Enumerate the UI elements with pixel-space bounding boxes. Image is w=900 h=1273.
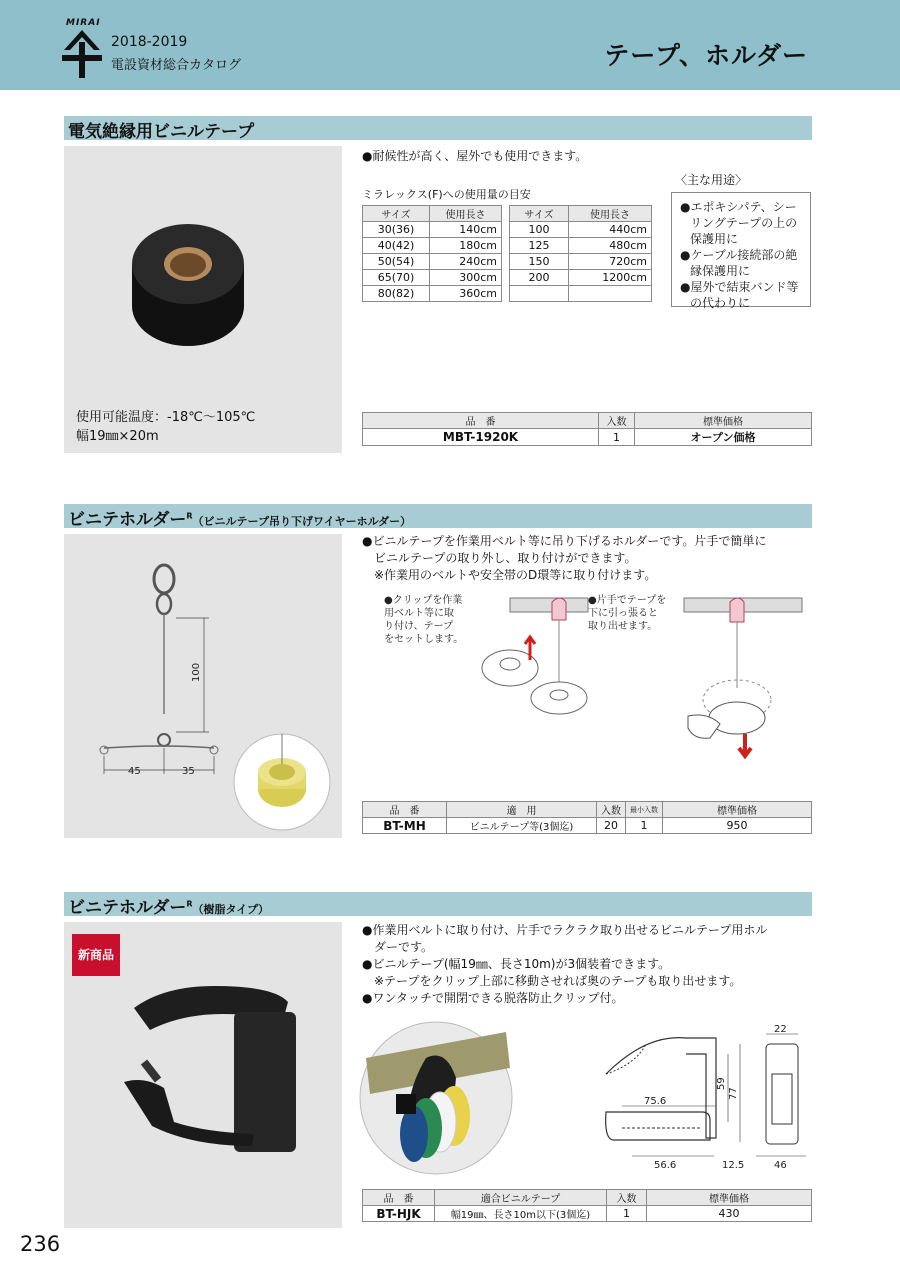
cell: 50(54) xyxy=(363,254,430,270)
spec-size: 幅19㎜×20m xyxy=(76,429,159,444)
table-row xyxy=(363,286,502,302)
usage-list xyxy=(671,192,811,310)
table-row xyxy=(510,286,652,302)
dim-height-1: 59 xyxy=(716,1077,727,1090)
section-title-bar xyxy=(64,892,812,916)
quantity: 1 xyxy=(607,1206,647,1222)
feature-bullet: ※作業用のベルトや安全帯のD環等に取り付けます。 xyxy=(362,568,657,582)
usage-item: ●屋外で結束バンド等の代わりに xyxy=(680,280,799,310)
section-subtitle: （ビニルテープ吊り下げワイヤーホルダー） xyxy=(192,515,412,528)
table-row xyxy=(363,254,502,270)
usage-note-clip xyxy=(384,594,463,646)
col-application: 適 用 xyxy=(447,802,597,818)
new-product-badge: 新商品 xyxy=(72,934,120,976)
cell: 360cm xyxy=(429,286,501,302)
table-row xyxy=(363,429,812,446)
col-product-no: 品 番 xyxy=(363,802,447,818)
feature-bullet: ※テープをクリップ上部に移動させれば奥のテープも取り出せます。 xyxy=(362,974,742,988)
col-compatible-tape: 適合ビニルテープ xyxy=(435,1190,607,1206)
tape-photo xyxy=(64,146,342,453)
page-title: テープ、ホルダー xyxy=(604,41,808,70)
mirai-logo-icon xyxy=(60,28,104,80)
product-number: MBT-1920K xyxy=(363,429,599,446)
section-subtitle: （樹脂タイプ） xyxy=(192,903,270,916)
table-row xyxy=(510,222,652,238)
product-number: BT-MH xyxy=(363,818,447,834)
cell: 65(70) xyxy=(363,270,430,286)
feature-bullet: ●ビニルテープ(幅19㎜、長さ10m)が3個装着できます。 xyxy=(362,957,671,971)
product-number: BT-HJK xyxy=(363,1206,435,1222)
col-product-no: 品 番 xyxy=(363,1190,435,1206)
page-header xyxy=(0,0,900,90)
table-row xyxy=(510,254,652,270)
feature-bullet: ビニルテープの取り外し、取り付けができます。 xyxy=(362,551,637,565)
feature-bullet: ●ビニルテープを作業用ベルト等に吊り下げるホルダーです。片手で簡単に xyxy=(362,534,767,548)
dim-width-2: 56.6 xyxy=(654,1160,677,1171)
usage-illustration-attach xyxy=(470,588,590,728)
cell: 440cm xyxy=(568,222,651,238)
col-length: 使用長さ xyxy=(568,206,651,222)
min-quantity: 1 xyxy=(626,818,663,834)
col-quantity: 入数 xyxy=(599,413,635,429)
spec-temperature: 使用可能温度：-18℃～105℃ xyxy=(76,410,256,425)
col-size: サイズ xyxy=(510,206,569,222)
section-title-bar xyxy=(64,504,812,528)
usage-illustration-pull xyxy=(680,588,806,768)
note-line: ●片手でテープを xyxy=(588,595,667,606)
dim-width-1: 75.6 xyxy=(644,1096,667,1107)
usage-note-pull xyxy=(588,594,666,633)
table-row xyxy=(363,270,502,286)
tape-roll-image xyxy=(64,146,342,396)
product-table xyxy=(362,412,812,446)
price: 950 xyxy=(663,818,812,834)
cell: 240cm xyxy=(429,254,501,270)
quantity: 20 xyxy=(597,818,626,834)
col-length: 使用長さ xyxy=(429,206,501,222)
col-price: 標準価格 xyxy=(663,802,812,818)
dim-right: 35 xyxy=(182,766,195,777)
price: 430 xyxy=(647,1206,812,1222)
resin-holder-usage-image xyxy=(356,1018,516,1178)
note-line: 用ベルト等に取 xyxy=(384,608,454,619)
title-text: ビニテホルダー xyxy=(68,510,187,530)
product-table xyxy=(362,1189,812,1222)
cell: 40(42) xyxy=(363,238,430,254)
cell: 80(82) xyxy=(363,286,430,302)
col-quantity: 入数 xyxy=(597,802,626,818)
wire-holder-drawing xyxy=(64,534,342,838)
usage-title: 〈主な用途〉 xyxy=(675,173,748,187)
cell: 125 xyxy=(510,238,569,254)
page-number: 236 xyxy=(20,1232,61,1256)
section-title xyxy=(68,505,411,530)
table-row xyxy=(363,818,812,834)
note-line: 取り出せます。 xyxy=(588,621,658,632)
dim-height-2: 77 xyxy=(728,1087,739,1100)
table-row xyxy=(510,238,652,254)
cell: 140cm xyxy=(429,222,501,238)
note-line: り付け、テープ xyxy=(384,621,454,632)
usage-table-caption: ミラレックス(F)への使用量の目安 xyxy=(362,188,531,201)
feature-bullet: ダーです。 xyxy=(362,940,434,954)
cell: 150 xyxy=(510,254,569,270)
section-title xyxy=(68,893,269,918)
catalog-year: 2018-2019 xyxy=(111,34,188,50)
col-quantity: 入数 xyxy=(607,1190,647,1206)
brand-logo-text: MIRAI xyxy=(66,18,101,28)
col-price: 標準価格 xyxy=(647,1190,812,1206)
application: ビニルテープ等(3個迄) xyxy=(447,818,597,834)
feature-bullet: ●作業用ベルトに取り付け、片手でラクラク取り出せるビニルテープ用ホル xyxy=(362,923,768,937)
registered-mark: R xyxy=(186,899,193,909)
dim-side-top: 22 xyxy=(774,1024,787,1035)
resin-holder-dimension-drawing xyxy=(576,1024,812,1174)
registered-mark: R xyxy=(186,511,193,521)
note-line: 下に引っ張ると xyxy=(588,608,658,619)
catalog-name: 電設資材総合カタログ xyxy=(111,58,242,73)
compatible-tape: 幅19㎜、長さ10m以下(3個迄) xyxy=(435,1206,607,1222)
dim-left: 45 xyxy=(128,766,141,777)
section-title-bar xyxy=(64,116,812,140)
dim-side-bottom: 46 xyxy=(774,1160,787,1171)
col-price: 標準価格 xyxy=(635,413,812,429)
dim-width-3: 12.5 xyxy=(722,1160,745,1171)
cell: 100 xyxy=(510,222,569,238)
feature-bullet: ●耐候性が高く、屋外でも使用できます。 xyxy=(362,149,588,163)
col-product-no: 品 番 xyxy=(363,413,599,429)
cell: 480cm xyxy=(568,238,651,254)
cell: 1200cm xyxy=(568,270,651,286)
table-row xyxy=(363,222,502,238)
feature-bullet: ●ワンタッチで開閉できる脱落防止クリップ付。 xyxy=(362,991,624,1005)
dim-height: 100 xyxy=(191,662,202,682)
holder-drawing-area xyxy=(64,534,342,838)
quantity: 1 xyxy=(599,429,635,446)
usage-item: ●ケーブル接続部の絶縁保護用に xyxy=(680,248,798,278)
col-size: サイズ xyxy=(363,206,430,222)
section-title: 電気絶縁用ビニルテープ xyxy=(68,122,255,142)
usage-table-left xyxy=(362,205,502,302)
note-line: ●クリップを作業 xyxy=(384,595,463,606)
cell: 720cm xyxy=(568,254,651,270)
cell: 300cm xyxy=(429,270,501,286)
table-row xyxy=(510,270,652,286)
table-row xyxy=(363,238,502,254)
product-table xyxy=(362,801,812,834)
usage-item: ●エポキシパテ、シーリングテープの上の保護用に xyxy=(680,200,798,246)
table-row xyxy=(363,1206,812,1222)
price: オープン価格 xyxy=(635,429,812,446)
cell: 200 xyxy=(510,270,569,286)
title-text: ビニテホルダー xyxy=(68,898,187,918)
cell: 30(36) xyxy=(363,222,430,238)
note-line: をセットします。 xyxy=(384,634,464,645)
col-min-quantity: 最小入数 xyxy=(626,802,663,818)
usage-table-right xyxy=(509,205,652,302)
cell: 180cm xyxy=(429,238,501,254)
